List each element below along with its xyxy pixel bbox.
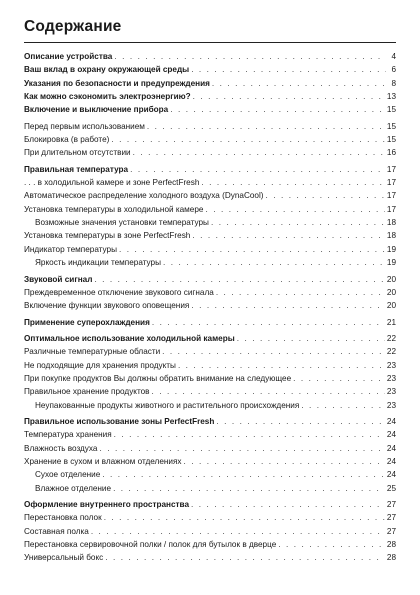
toc-entry[interactable] bbox=[24, 482, 396, 495]
dot-leader bbox=[152, 385, 385, 398]
toc-entry-page-number: 17 bbox=[386, 164, 396, 174]
toc-entry[interactable] bbox=[24, 415, 396, 428]
toc-entry-page-number: 24 bbox=[386, 470, 396, 480]
toc-entry[interactable] bbox=[24, 399, 396, 412]
dot-leader bbox=[102, 468, 385, 481]
toc-entry-page-number: 23 bbox=[386, 373, 396, 383]
toc-entry-page-number: 18 bbox=[386, 218, 396, 228]
dot-leader bbox=[192, 229, 385, 242]
toc-entry-page-number: 28 bbox=[386, 540, 396, 550]
toc-entry[interactable] bbox=[24, 372, 396, 385]
toc-entry-title: Установка температуры в зоне PerfectFresh bbox=[24, 231, 191, 241]
toc-entry-title: Правильное использование зоны PerfectFresh bbox=[24, 416, 215, 426]
toc-entry-title: Правильное хранение продуктов bbox=[24, 387, 150, 397]
toc-entry[interactable] bbox=[24, 442, 396, 455]
dot-leader bbox=[94, 273, 384, 286]
toc-entry-page-number: 15 bbox=[386, 135, 396, 145]
toc-entry[interactable] bbox=[24, 63, 396, 76]
toc-entry[interactable] bbox=[24, 468, 396, 481]
dot-leader bbox=[114, 50, 386, 63]
toc-entry[interactable] bbox=[24, 77, 396, 90]
toc-entry-page-number: 27 bbox=[386, 526, 396, 536]
toc-entry-title: Яркость индикации температуры bbox=[35, 258, 161, 268]
dot-leader bbox=[266, 189, 385, 202]
toc-entry-title: Правильная температура bbox=[24, 164, 129, 174]
toc-entry-title: Как можно сэкономить электроэнергию? bbox=[24, 92, 191, 102]
dot-leader bbox=[216, 415, 385, 428]
toc-entry-page-number: 27 bbox=[386, 513, 396, 523]
toc-entry-title: Универсальный бокс bbox=[24, 553, 104, 563]
dot-leader bbox=[178, 359, 385, 372]
toc-entry[interactable] bbox=[24, 256, 396, 269]
toc-entry-title: Звуковой сигнал bbox=[24, 274, 93, 284]
toc-entry-page-number: 16 bbox=[386, 148, 396, 158]
dot-leader bbox=[91, 525, 385, 538]
toc-entry[interactable] bbox=[24, 332, 396, 345]
title-divider bbox=[24, 42, 396, 43]
toc-entry-title: Температура хранения bbox=[24, 430, 112, 440]
toc-entry-title: Применение суперохлаждения bbox=[24, 317, 150, 327]
toc-entry[interactable] bbox=[24, 551, 396, 564]
dot-leader bbox=[205, 203, 384, 216]
dot-leader bbox=[216, 286, 385, 299]
dot-leader bbox=[191, 299, 385, 312]
toc-entry[interactable] bbox=[24, 498, 396, 511]
dot-leader bbox=[293, 372, 385, 385]
toc-entry-page-number: 28 bbox=[386, 553, 396, 563]
toc-entry-title: Влажность воздуха bbox=[24, 443, 98, 453]
toc-entry-title: Описание устройства bbox=[24, 52, 113, 61]
toc-entry[interactable] bbox=[24, 299, 396, 312]
toc-entry[interactable] bbox=[24, 189, 396, 202]
toc-entry[interactable] bbox=[24, 120, 396, 133]
toc-entry[interactable] bbox=[24, 163, 396, 176]
toc-entry[interactable] bbox=[24, 525, 396, 538]
toc-entry-page-number: 25 bbox=[386, 483, 396, 493]
toc-entry-page-number: 23 bbox=[386, 400, 396, 410]
toc-entry[interactable] bbox=[24, 385, 396, 398]
toc-entry-page-number: 22 bbox=[386, 333, 396, 343]
toc-entry-title: При длительном отсутствии bbox=[24, 148, 131, 158]
dot-leader bbox=[99, 442, 384, 455]
toc-entry-page-number: 15 bbox=[386, 121, 396, 131]
toc-entry[interactable] bbox=[24, 538, 396, 551]
toc-entry[interactable] bbox=[24, 216, 396, 229]
dot-leader bbox=[104, 511, 385, 524]
toc-entry-title: Автоматическое распределение холодного воздуха (DynaCool) bbox=[24, 191, 264, 201]
toc-entry-page-number: 24 bbox=[386, 430, 396, 440]
toc-entry[interactable] bbox=[24, 146, 396, 159]
toc-entry-title: Хранение в сухом и влажном отделениях bbox=[24, 456, 182, 466]
toc-entry[interactable] bbox=[24, 90, 396, 103]
dot-leader bbox=[113, 482, 385, 495]
dot-leader bbox=[133, 146, 385, 159]
toc-entry-page-number: 23 bbox=[386, 360, 396, 370]
toc-entry-title: Оптимальное использование холодильной камеры bbox=[24, 333, 235, 343]
dot-leader bbox=[184, 455, 385, 468]
toc-entry-title: Различные температурные области bbox=[24, 347, 161, 357]
toc-entry-page-number: 18 bbox=[386, 231, 396, 241]
toc-entry[interactable] bbox=[24, 316, 396, 329]
toc-entry[interactable] bbox=[24, 133, 396, 146]
toc-entry[interactable] bbox=[24, 243, 396, 256]
dot-leader bbox=[170, 103, 385, 116]
dot-leader bbox=[191, 63, 386, 76]
toc-entry-title: Не подходящие для хранения продукты bbox=[24, 360, 176, 370]
toc-entry-page-number: 4 bbox=[391, 52, 396, 61]
toc-entry-page-number: 22 bbox=[386, 347, 396, 357]
toc-entry-page-number: 20 bbox=[386, 301, 396, 311]
toc-entry[interactable] bbox=[24, 345, 396, 358]
dot-leader bbox=[211, 216, 385, 229]
toc-entry[interactable] bbox=[24, 176, 396, 189]
dot-leader bbox=[163, 256, 385, 269]
toc-entry-title: Индикатор температуры bbox=[24, 244, 117, 254]
dot-leader bbox=[130, 163, 385, 176]
dot-leader bbox=[278, 538, 385, 551]
toc-entry-page-number: 19 bbox=[386, 244, 396, 254]
toc-entry[interactable] bbox=[24, 203, 396, 216]
toc-entry-title: Блокировка (в работе) bbox=[24, 135, 110, 145]
toc-entry-page-number: 15 bbox=[386, 105, 396, 115]
toc-entry-title: Перестановка сервировочной полки / полок для бутылок в дверце bbox=[24, 540, 277, 550]
toc-entry[interactable] bbox=[24, 359, 396, 372]
dot-leader bbox=[191, 498, 385, 511]
dot-leader bbox=[162, 345, 385, 358]
dot-leader bbox=[147, 120, 385, 133]
toc-entry-title: Преждевременное отключение звукового сигнала bbox=[24, 287, 214, 297]
toc-entry-page-number: 20 bbox=[386, 287, 396, 297]
toc-entry-title: Включение функции звукового оповещения bbox=[24, 301, 190, 311]
toc-entry-title: Ваш вклад в охрану окружающей среды bbox=[24, 65, 190, 75]
page-title: Содержание bbox=[24, 18, 122, 35]
toc-entry-page-number: 19 bbox=[386, 258, 396, 268]
dot-leader bbox=[212, 77, 386, 90]
table-of-contents bbox=[24, 50, 396, 565]
toc-entry-title: Установка температуры в холодильной камере bbox=[24, 204, 204, 214]
toc-entry-page-number: 24 bbox=[386, 443, 396, 453]
toc-entry-title: Перед первым использованием bbox=[24, 121, 145, 131]
dot-leader bbox=[193, 90, 385, 103]
toc-entry-page-number: 17 bbox=[386, 204, 396, 214]
toc-entry[interactable] bbox=[24, 229, 396, 242]
toc-entry-title: Неупакованные продукты животного и растительного происхождения bbox=[35, 400, 300, 410]
dot-leader bbox=[119, 243, 385, 256]
toc-entry[interactable] bbox=[24, 50, 396, 63]
toc-entry-title: Включение и выключение прибора bbox=[24, 105, 169, 115]
toc-entry[interactable] bbox=[24, 511, 396, 524]
dot-leader bbox=[111, 133, 385, 146]
toc-entry-title: Сухое отделение bbox=[35, 470, 101, 480]
toc-entry-title: При покупке продуктов Вы должны обратить внимание на следующее bbox=[24, 373, 292, 383]
dot-leader bbox=[301, 399, 385, 412]
toc-entry-title: . . . в холодильной камере и зоне PerfectFresh bbox=[24, 178, 200, 188]
toc-entry-title: Перестановка полок bbox=[24, 513, 102, 523]
toc-entry-page-number: 17 bbox=[386, 191, 396, 201]
toc-entry-page-number: 13 bbox=[386, 92, 396, 102]
dot-leader bbox=[105, 551, 385, 564]
toc-entry-title: Составная полка bbox=[24, 526, 89, 536]
toc-entry-title: Указания по безопасности и предупреждения bbox=[24, 78, 210, 88]
toc-entry-page-number: 21 bbox=[386, 317, 396, 327]
toc-entry-title: Оформление внутреннего пространства bbox=[24, 500, 189, 509]
dot-leader bbox=[201, 176, 385, 189]
toc-page bbox=[24, 18, 396, 565]
toc-entry-page-number: 6 bbox=[391, 65, 396, 75]
toc-entry-page-number: 20 bbox=[386, 274, 396, 284]
toc-entry[interactable] bbox=[24, 428, 396, 441]
dot-leader bbox=[152, 316, 385, 329]
toc-entry[interactable] bbox=[24, 286, 396, 299]
toc-entry[interactable] bbox=[24, 103, 396, 116]
dot-leader bbox=[237, 332, 385, 345]
toc-entry-title: Возможные значения установки температуры bbox=[35, 218, 209, 228]
toc-entry-page-number: 24 bbox=[386, 456, 396, 466]
dot-leader bbox=[114, 428, 385, 441]
toc-entry[interactable] bbox=[24, 273, 396, 286]
toc-entry-page-number: 17 bbox=[386, 178, 396, 188]
toc-entry-page-number: 8 bbox=[391, 78, 396, 88]
toc-entry-title: Влажное отделение bbox=[35, 483, 112, 493]
toc-entry-page-number: 24 bbox=[386, 416, 396, 426]
toc-entry-page-number: 23 bbox=[386, 387, 396, 397]
toc-entry[interactable] bbox=[24, 455, 396, 468]
toc-entry-page-number: 27 bbox=[386, 500, 396, 509]
